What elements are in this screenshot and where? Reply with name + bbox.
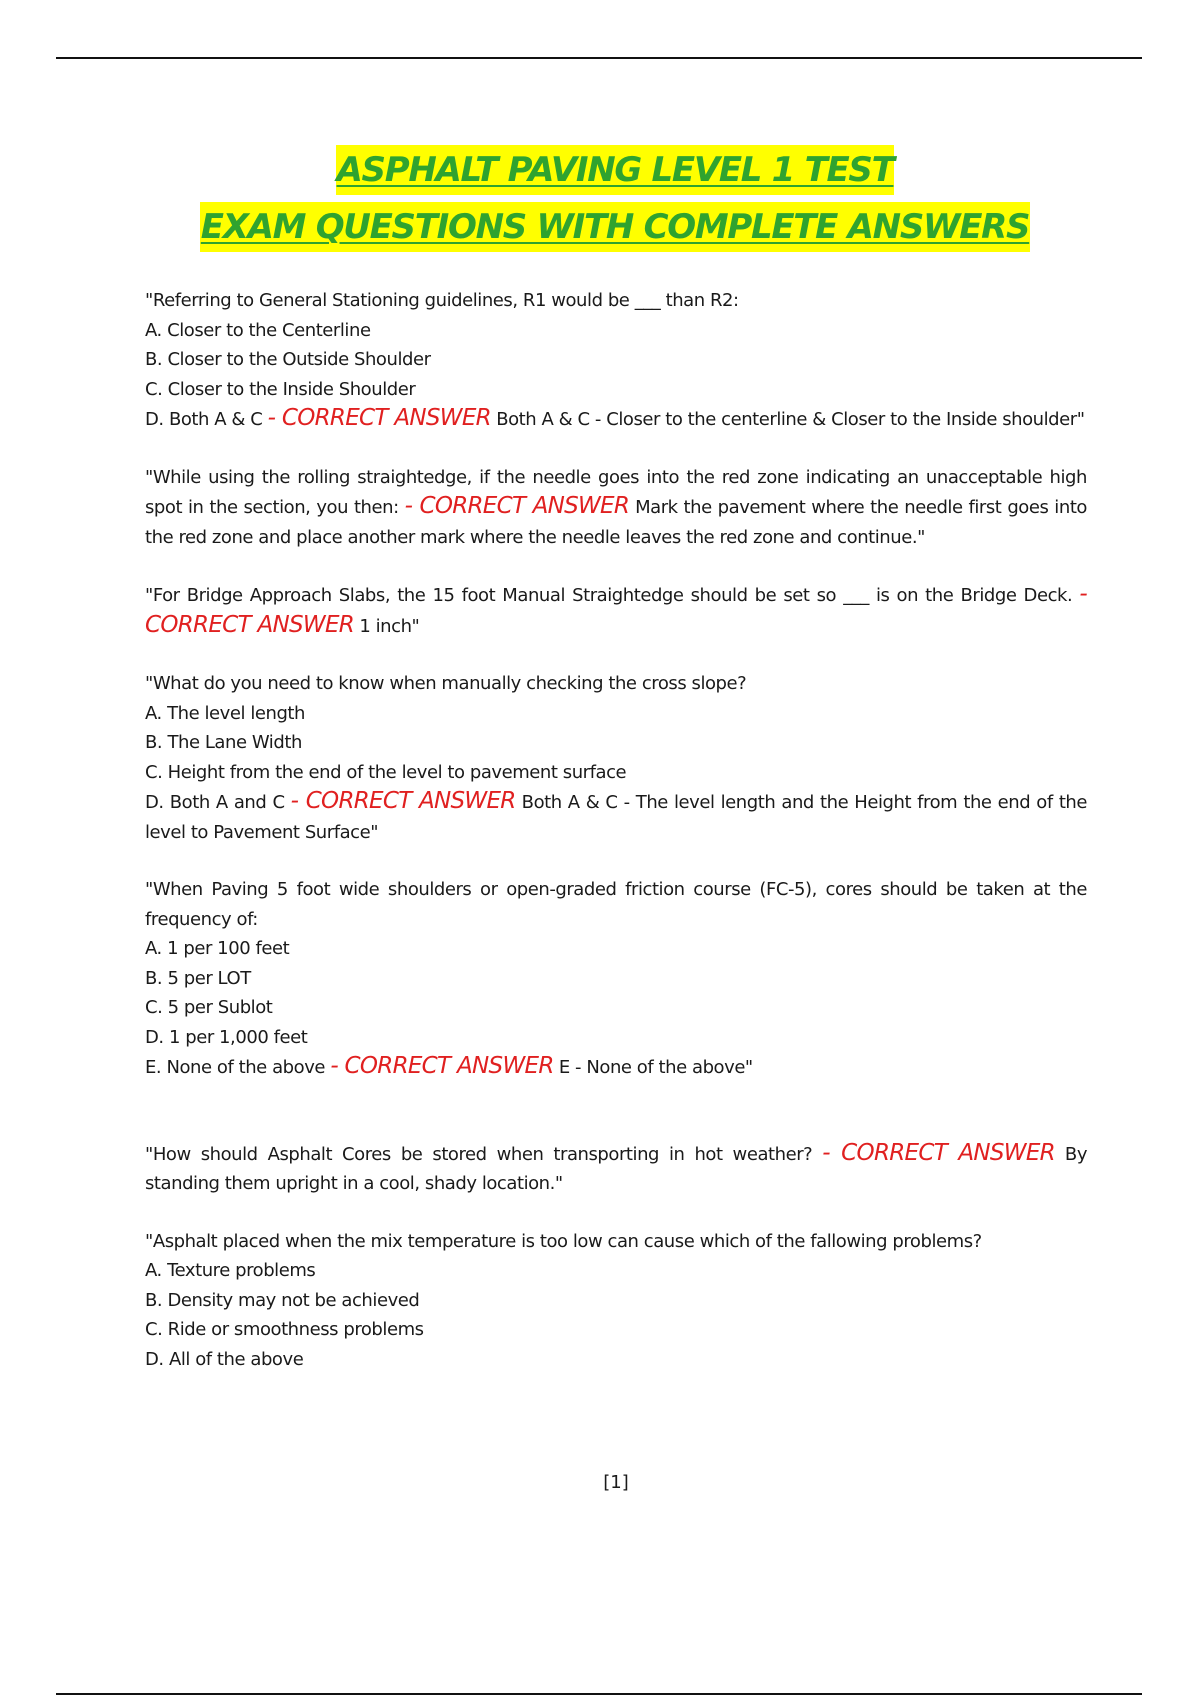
question-stem: "Asphalt placed when the mix temperature is too low can cause which of the fallowing problems?: [145, 1230, 982, 1252]
answer-text: E - None of the above": [553, 1057, 753, 1078]
correct-answer-label: - CORRECT ANSWER: [145, 581, 1087, 638]
correct-answer-label: - CORRECT ANSWER: [822, 1139, 1055, 1166]
document-title: [0, 145, 1200, 259]
answer-option: C. 5 per Sublot: [145, 997, 273, 1018]
question-stem: "What do you need to know when manually checking the cross slope?: [145, 673, 747, 694]
question-list: [145, 286, 1087, 1402]
answer-paragraph: [145, 787, 1087, 847]
answer-paragraph: [145, 580, 1087, 641]
answer-option: B. The Lane Width: [145, 732, 302, 753]
answer-lead: E. None of the above: [145, 1057, 326, 1078]
question-item: [145, 669, 1087, 847]
answer-text: 1 inch": [354, 615, 420, 637]
answer-paragraph: [145, 404, 1087, 435]
question-stem: "Referring to General Stationing guidelines, R1 would be ___ than R2:: [145, 290, 739, 311]
answer-option: A. Closer to the Centerline: [145, 319, 371, 341]
page-number: [1]: [603, 1472, 629, 1493]
answer-option: C. Ride or smoothness problems: [145, 1319, 424, 1340]
answer-text: Mark the pavement where the needle first goes into the red zone and place another mark where the needle leaves the red zone and continue.": [145, 497, 1087, 548]
title-line-2: EXAM QUESTIONS WITH COMPLETE ANSWERS: [200, 202, 1030, 252]
correct-answer-label: - CORRECT ANSWER: [290, 788, 516, 814]
answer-option: D. 1 per 1,000 feet: [145, 1026, 308, 1048]
answer-paragraph: [145, 1052, 1087, 1083]
question-item: [145, 580, 1087, 641]
answer-option: B. Density may not be achieved: [145, 1289, 420, 1311]
correct-answer-label: - CORRECT ANSWER: [267, 405, 491, 431]
correct-answer-label: - CORRECT ANSWER: [404, 493, 630, 519]
title-line-1: ASPHALT PAVING LEVEL 1 TEST: [336, 145, 895, 195]
question-item: [145, 463, 1087, 553]
answer-option: B. Closer to the Outside Shoulder: [145, 349, 431, 370]
answer-text: Both A & C - Closer to the centerline & Closer to the Inside shoulder": [490, 409, 1085, 430]
answer-paragraph: [145, 1139, 1087, 1199]
question-stem: "When Paving 5 foot wide shoulders or open-graded friction course (FC-5), cores should be taken at the frequency of:: [145, 879, 1087, 930]
answer-option: A. 1 per 100 feet: [145, 938, 290, 959]
answer-text: By standing them upright in a cool, shady location.": [145, 1143, 1088, 1194]
answer-lead: D. Both A and C: [145, 792, 285, 813]
answer-lead: D. Both A & C: [145, 409, 263, 430]
answer-option: D. All of the above: [145, 1348, 304, 1370]
answer-option: C. Closer to the Inside Shoulder: [145, 378, 416, 400]
question-stem: "How should Asphalt Cores be stored when transporting in hot weather?: [145, 1143, 813, 1165]
footer-rule: [56, 1693, 1142, 1695]
answer-option: C. Height from the end of the level to pavement surface: [145, 761, 627, 783]
answer-option: A. The level length: [145, 702, 305, 724]
header-rule: [56, 57, 1142, 59]
question-item: [145, 1227, 1087, 1375]
answer-option: B. 5 per LOT: [145, 967, 251, 989]
answer-option: A. Texture problems: [145, 1260, 316, 1281]
question-stem: "While using the rolling straightedge, if the needle goes into the red zone indicating an unacceptable high spot in the section, you then:: [145, 466, 1087, 518]
question-item: [145, 1139, 1087, 1199]
question-stem: "For Bridge Approach Slabs, the 15 foot Manual Straightedge should be set so ___ is on the Bridge Deck.: [145, 585, 1073, 606]
question-item: [145, 875, 1087, 1083]
answer-paragraph: [145, 463, 1087, 553]
correct-answer-label: - CORRECT ANSWER: [330, 1053, 554, 1079]
answer-text: Both A & C - The level length and the Height from the end of the level to Pavement Surface": [145, 792, 1088, 843]
question-item: [145, 286, 1087, 435]
